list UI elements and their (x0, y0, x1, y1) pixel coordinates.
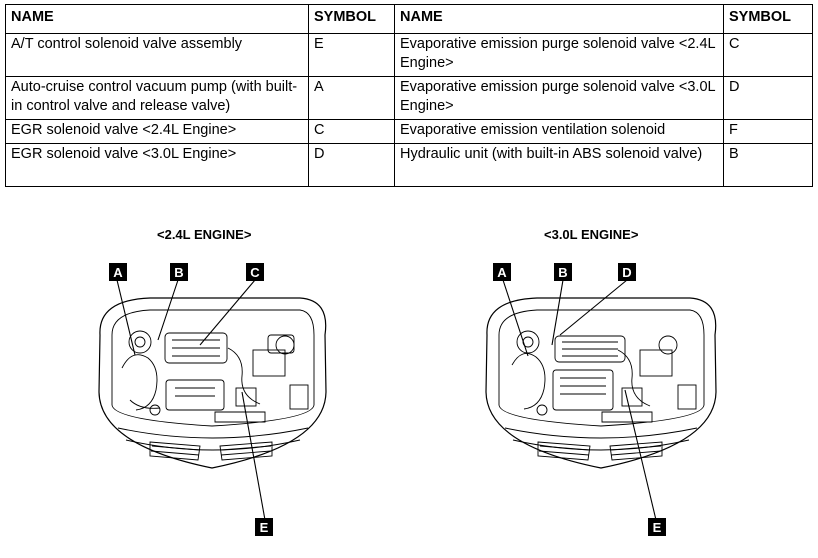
part-name: Evaporative emission purge solenoid valve <3.0L Engine> (395, 77, 724, 120)
part-name: EGR solenoid valve <3.0L Engine> (6, 144, 309, 187)
svg-text:C: C (250, 265, 260, 280)
column-header-symbol: SYMBOL (309, 5, 395, 34)
callout-d (618, 263, 636, 281)
part-symbol: E (309, 34, 395, 77)
svg-text:A: A (113, 265, 123, 280)
part-symbol: B (724, 144, 813, 187)
svg-text:D: D (622, 265, 632, 280)
part-name: EGR solenoid valve <2.4L Engine> (6, 120, 309, 144)
svg-text:E: E (652, 520, 662, 535)
callout-b (554, 263, 572, 281)
callout-b (170, 263, 188, 281)
callout-c (246, 263, 264, 281)
part-name: A/T control solenoid valve assembly (6, 34, 309, 77)
column-header-name: NAME (6, 5, 309, 34)
callout-e (648, 518, 666, 536)
callout-a (493, 263, 511, 281)
part-symbol: D (724, 77, 813, 120)
column-header-name: NAME (395, 5, 724, 34)
svg-text:E: E (259, 520, 269, 535)
part-symbol: C (309, 120, 395, 144)
part-name: Evaporative emission purge solenoid valve <2.4L Engine> (395, 34, 724, 77)
callout-a (109, 263, 127, 281)
diagram-title-3-0l: <3.0L ENGINE> (544, 227, 639, 242)
grille-icon (538, 442, 662, 460)
column-header-symbol: SYMBOL (724, 5, 813, 34)
part-symbol: D (309, 144, 395, 187)
engine-bay-illustration-2-4l (99, 298, 326, 468)
diagram-title-2-4l: <2.4L ENGINE> (157, 227, 252, 242)
svg-text:A: A (497, 265, 507, 280)
engine-bay-illustration-3-0l (486, 298, 716, 468)
part-name: Auto-cruise control vacuum pump (with built-in control valve and release valve) (6, 77, 309, 120)
callout-e (255, 518, 273, 536)
part-name: Hydraulic unit (with built-in ABS solenoid valve) (395, 144, 724, 187)
svg-text:B: B (174, 265, 184, 280)
part-symbol: A (309, 77, 395, 120)
part-symbol: F (724, 120, 813, 144)
svg-text:B: B (558, 265, 568, 280)
part-name: Evaporative emission ventilation solenoid (395, 120, 724, 144)
part-symbol: C (724, 34, 813, 77)
